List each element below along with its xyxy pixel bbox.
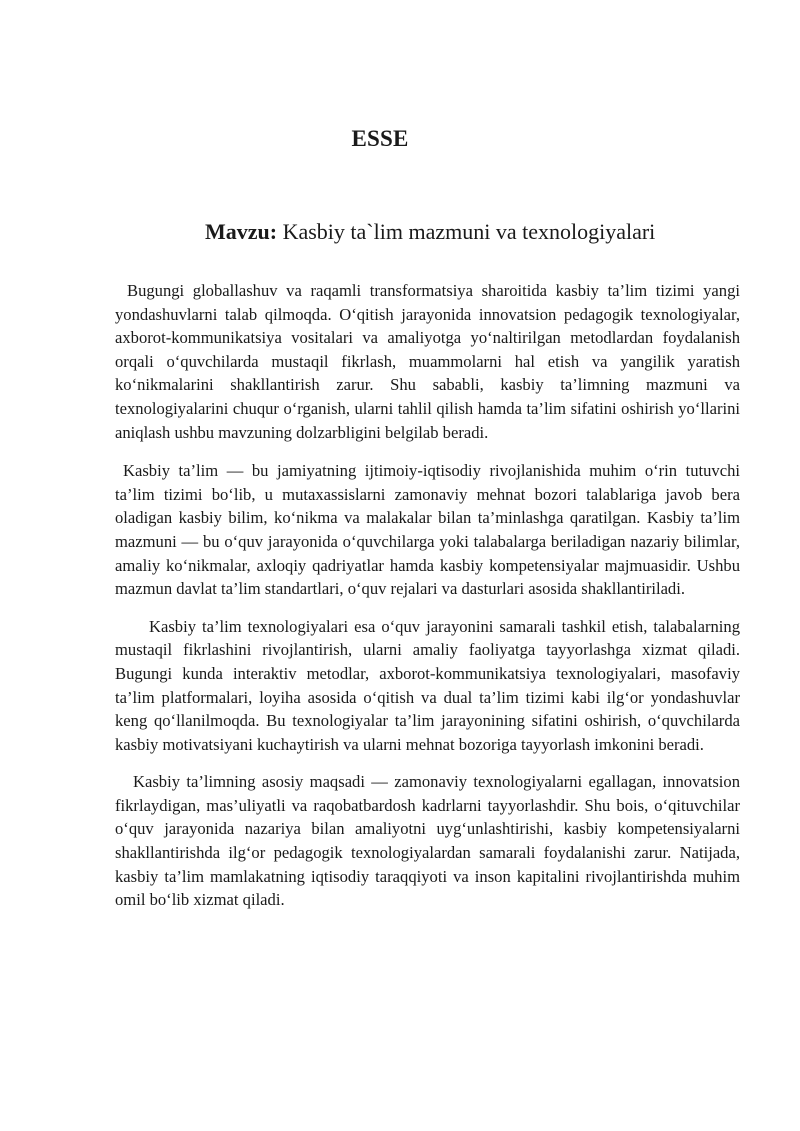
subject-text: Kasbiy ta`lim mazmuni va texnologiyalari [282, 219, 656, 244]
essay-body [115, 279, 740, 912]
paragraph-4: Kasbiy ta’limning asosiy maqsadi — zamonaviy texnologiyalarni egallagan, innovatsion fikrlaydigan, mas’uliyatli va raqobatbardosh kadrlarni tayyorlashdir. Shu bois, o‘qituvchilar o‘quv jarayonida nazariya bilan amaliyotni uyg‘unlashtirishi, kasbiy kompetensiyalarni shakllantirishda ilg‘or pedagogik texnologiyalardan samarali foydalanishi zarur. Natijada, kasbiy ta’lim mamlakatning iqtisodiy taraqqiyoti va inson kapitalini rivojlantirishda muhim omil bo‘lib xizmat qiladi. [115, 772, 740, 910]
paragraph-2: Kasbiy ta’lim — bu jamiyatning ijtimoiy-iqtisodiy rivojlanishida muhim o‘rin tutuvchi ta’lim tizimi bo‘lib, u mutaxassislarni zamonaviy mehnat bozori talablariga javob bera oladigan kasbiy bilim, ko‘nikma va malakalar bilan ta’minlashga qaratilgan. Kasbiy ta’lim mazmuni — bu o‘quv jarayonida o‘quvchilarga yoki talabalarga beriladigan nazariy bilimlar, amaliy ko‘nikmalar, axloqiy qadriyatlar hamda kasbiy kompetensiyalar majmuasidir. Ushbu mazmun davlat ta’lim standartlari, o‘quv rejalari va dasturlari asosida shakllantiriladi. [115, 461, 740, 599]
paragraph-3: Kasbiy ta’lim texnologiyalari esa o‘quv jarayonini samarali tashkil etish, talabalarning mustaqil fikrlashini rivojlantirish, ularni amaliy faoliyatga tayyorlashga xizmat qiladi. Bugungi kunda interaktiv metodlar, axborot-kommunikatsiya texnologiyalari, masofaviy ta’lim platformalari, loyiha asosida o‘qitish va dual ta’lim tizimi kabi ilg‘or yondashuvlar keng qo‘llanilmoqda. Bu texnologiyalar ta’lim jarayonining sifatini oshirish, o‘quvchilarda kasbiy motivatsiyani kuchaytirish va ularni mehnat bozoriga tayyorlash imkonini beradi. [115, 616, 740, 754]
paragraph-1: Bugungi globallashuv va raqamli transformatsiya sharoitida kasbiy ta’lim tizimi yangi yondashuvlarni talab qilmoqda. O‘qitish jarayonida innovatsion pedagogik texnologiyalar, axborot-kommunikatsiya vositalari va amaliyotga yo‘naltirilgan metodlardan foydalanish orqali o‘quvchilarda mustaqil fikrlash, muammolarni hal etish va yangilik yaratish ko‘nikmalarini shakllantirish zarur. Shu sababli, kasbiy ta’limning mazmuni va texnologiyalarini chuqur o‘rganish, ularni tahlil qilish hamda ta’lim sifatini oshirish yo‘llarini aniqlash ushbu mavzuning dolzarbligini belgilab beradi. [115, 281, 740, 442]
subject-label: Mavzu: [205, 219, 278, 244]
page-title: ESSE [351, 126, 409, 151]
essay-subject [205, 219, 765, 245]
